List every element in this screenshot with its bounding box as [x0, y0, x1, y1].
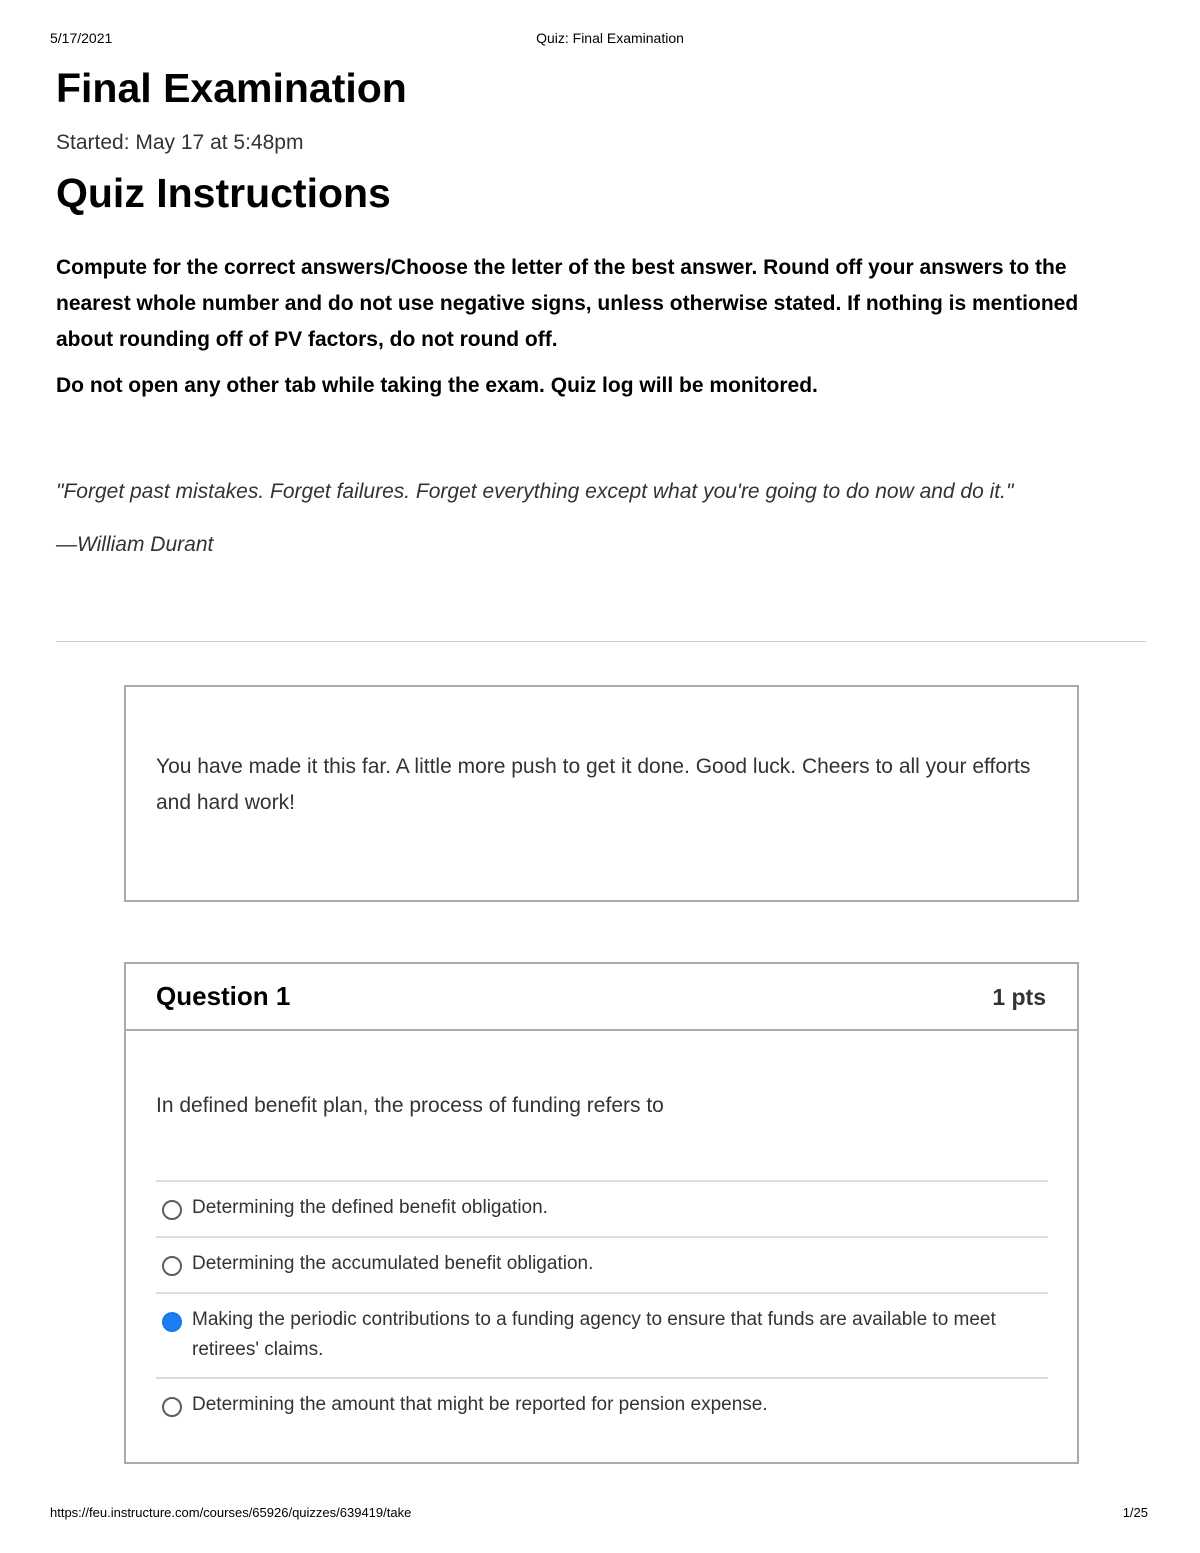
print-doc-title: Quiz: Final Examination: [536, 30, 684, 46]
radio-button[interactable]: [162, 1312, 182, 1332]
answer-label[interactable]: Determining the amount that might be reported for pension expense.: [192, 1394, 768, 1415]
radio-button[interactable]: [162, 1200, 182, 1220]
page-title: Final Examination: [56, 65, 407, 111]
instructions-warning: Do not open any other tab while taking the exam. Quiz log will be monitored.: [56, 374, 818, 397]
question-header: [126, 964, 1077, 1031]
print-footer: [50, 1505, 1150, 1523]
question-points: 1 pts: [992, 984, 1046, 1010]
answer-option[interactable]: [156, 1292, 1048, 1377]
print-date: 5/17/2021: [50, 30, 113, 46]
question-prompt: In defined benefit plan, the process of funding refers to: [156, 1094, 664, 1117]
answer-label[interactable]: Determining the defined benefit obligation.: [192, 1197, 548, 1218]
encouragement-box: [124, 685, 1079, 902]
radio-button[interactable]: [162, 1256, 182, 1276]
answer-option[interactable]: [156, 1180, 1048, 1236]
question-number: Question 1: [156, 981, 291, 1011]
radio-button[interactable]: [162, 1397, 182, 1417]
answer-list: [156, 1180, 1048, 1433]
instructions-text: Compute for the correct answers/Choose the letter of the best answer. Round off your answers to the nearest whole number and do not use negative signs, unless otherwise stated. If nothing is mentioned about rounding off of PV factors, do not round off.: [56, 256, 1079, 351]
quiz-content: [56, 62, 1146, 559]
started-timestamp: Started: May 17 at 5:48pm: [56, 131, 304, 154]
answer-option[interactable]: [156, 1236, 1048, 1292]
quote-text: "Forget past mistakes. Forget failures. Forget everything except what you're going to do now and do it.": [56, 480, 1014, 503]
quote-author: —William Durant: [56, 533, 214, 556]
section-divider: [56, 641, 1146, 642]
answer-label[interactable]: Determining the accumulated benefit obligation.: [192, 1253, 594, 1274]
answer-label[interactable]: Making the periodic contributions to a funding agency to ensure that funds are available to meet retirees' claims.: [192, 1309, 996, 1360]
instructions-heading: Quiz Instructions: [56, 170, 391, 216]
print-header: [50, 30, 1150, 48]
print-page-number: 1/25: [1122, 1505, 1148, 1520]
encouragement-text: You have made it this far. A little more push to get it done. Good luck. Cheers to all your efforts and hard work!: [156, 755, 1031, 814]
question-card: [124, 962, 1079, 1464]
print-url: https://feu.instructure.com/courses/65926/quizzes/639419/take: [50, 1505, 412, 1520]
answer-option[interactable]: [156, 1377, 1048, 1433]
